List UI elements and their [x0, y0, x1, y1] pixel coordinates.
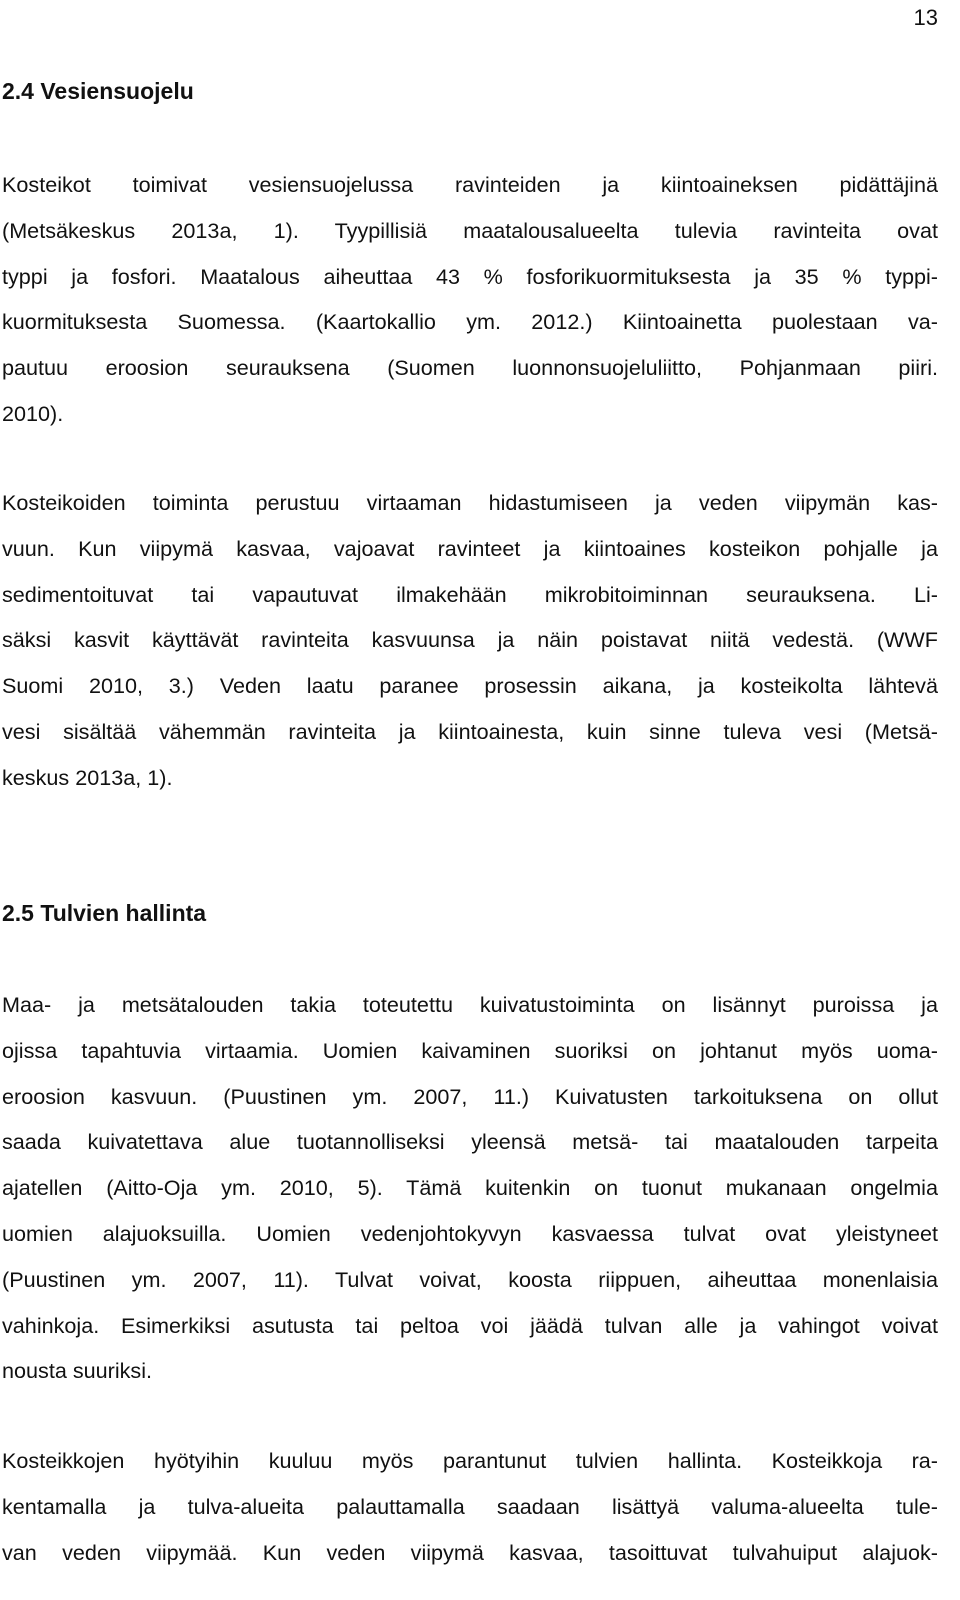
text-line: nousta suuriksi.	[2, 1358, 153, 1384]
text-line: (Puustinen ym. 2007, 11). Tulvat voivat, koosta riippuen, aiheuttaa monenlaisia	[2, 1266, 938, 1292]
text-line: kuormituksesta Suomessa. (Kaartokallio ym. 2012.) Kiintoainetta puolestaan va-	[2, 309, 938, 335]
text-line: säksi kasvit käyttävät ravinteita kasvuunsa ja näin poistavat niitä vedestä. (WWF	[2, 627, 938, 653]
text-line: van veden viipymää. Kun veden viipymä kasvaa, tasoittuvat tulvahuiput alajuok-	[2, 1539, 938, 1565]
text-line: ojissa tapahtuvia virtaamia. Uomien kaivaminen suoriksi on johtanut myös uoma-	[2, 1037, 938, 1063]
text-line: saada kuivatettava alue tuotannolliseksi yleensä metsä- tai maatalouden tarpeita	[2, 1129, 938, 1155]
text-line: vesi sisältää vähemmän ravinteita ja kiintoainesta, kuin sinne tuleva vesi (Metsä-	[2, 718, 938, 744]
text-line: uomien alajuoksuilla. Uomien vedenjohtokyvyn kasvaessa tulvat ovat yleistyneet	[2, 1220, 938, 1246]
section-heading-vesiensuojelu: 2.4 Vesiensuojelu	[2, 78, 194, 104]
paragraph-tulvien-hallinta-1	[2, 982, 938, 1394]
text-line: 2010).	[2, 400, 64, 426]
paragraph-vesiensuojelu-1	[2, 162, 938, 437]
text-line: sedimentoituvat tai vapautuvat ilmakehään mikrobitoiminnan seurauksena. Li-	[2, 581, 938, 607]
text-line: ajatellen (Aitto-Oja ym. 2010, 5). Tämä kuitenkin on tuonut mukanaan ongelmia	[2, 1175, 938, 1201]
text-line: Kosteikot toimivat vesiensuojelussa ravinteiden ja kiintoaineksen pidättäjinä	[2, 172, 938, 197]
text-line: keskus 2013a, 1).	[2, 764, 173, 790]
text-line: typpi ja fosfori. Maatalous aiheuttaa 43 % fosforikuormituksesta ja 35 % typpi-	[2, 263, 938, 289]
paragraph-vesiensuojelu-2	[2, 480, 938, 801]
page-number: 13	[913, 5, 938, 30]
text-line: vuun. Kun viipymä kasvaa, vajoavat ravinteet ja kiintoaines kosteikon pohjalle ja	[2, 535, 938, 561]
text-line: (Metsäkeskus 2013a, 1). Tyypillisiä maatalousalueelta tulevia ravinteita ovat	[2, 217, 938, 243]
text-line: Maa- ja metsätalouden takia toteutettu kuivatustoiminta on lisännyt puroissa ja	[2, 992, 938, 1017]
text-line: pautuu eroosion seurauksena (Suomen luonnonsuojeluliitto, Pohjanmaan piiri.	[2, 355, 938, 381]
text-line: vahinkoja. Esimerkiksi asutusta tai peltoa voi jäädä tulvan alle ja vahingot voivat	[2, 1312, 938, 1338]
section-heading-tulvien-hallinta: 2.5 Tulvien hallinta	[2, 900, 207, 926]
text-line: eroosion kasvuun. (Puustinen ym. 2007, 11.) Kuivatusten tarkoituksena on ollut	[2, 1083, 938, 1109]
text-line: Suomi 2010, 3.) Veden laatu paranee prosessin aikana, ja kosteikolta lähtevä	[2, 673, 938, 699]
text-line: kentamalla ja tulva-alueita palauttamalla saadaan lisättyä valuma-alueelta tule-	[2, 1493, 938, 1519]
text-line: Kosteikoiden toiminta perustuu virtaaman hidastumiseen ja veden viipymän kas-	[2, 490, 938, 515]
text-line: Kosteikkojen hyötyihin kuuluu myös parantunut tulvien hallinta. Kosteikkoja ra-	[2, 1448, 938, 1473]
paragraph-tulvien-hallinta-2	[2, 1438, 938, 1575]
